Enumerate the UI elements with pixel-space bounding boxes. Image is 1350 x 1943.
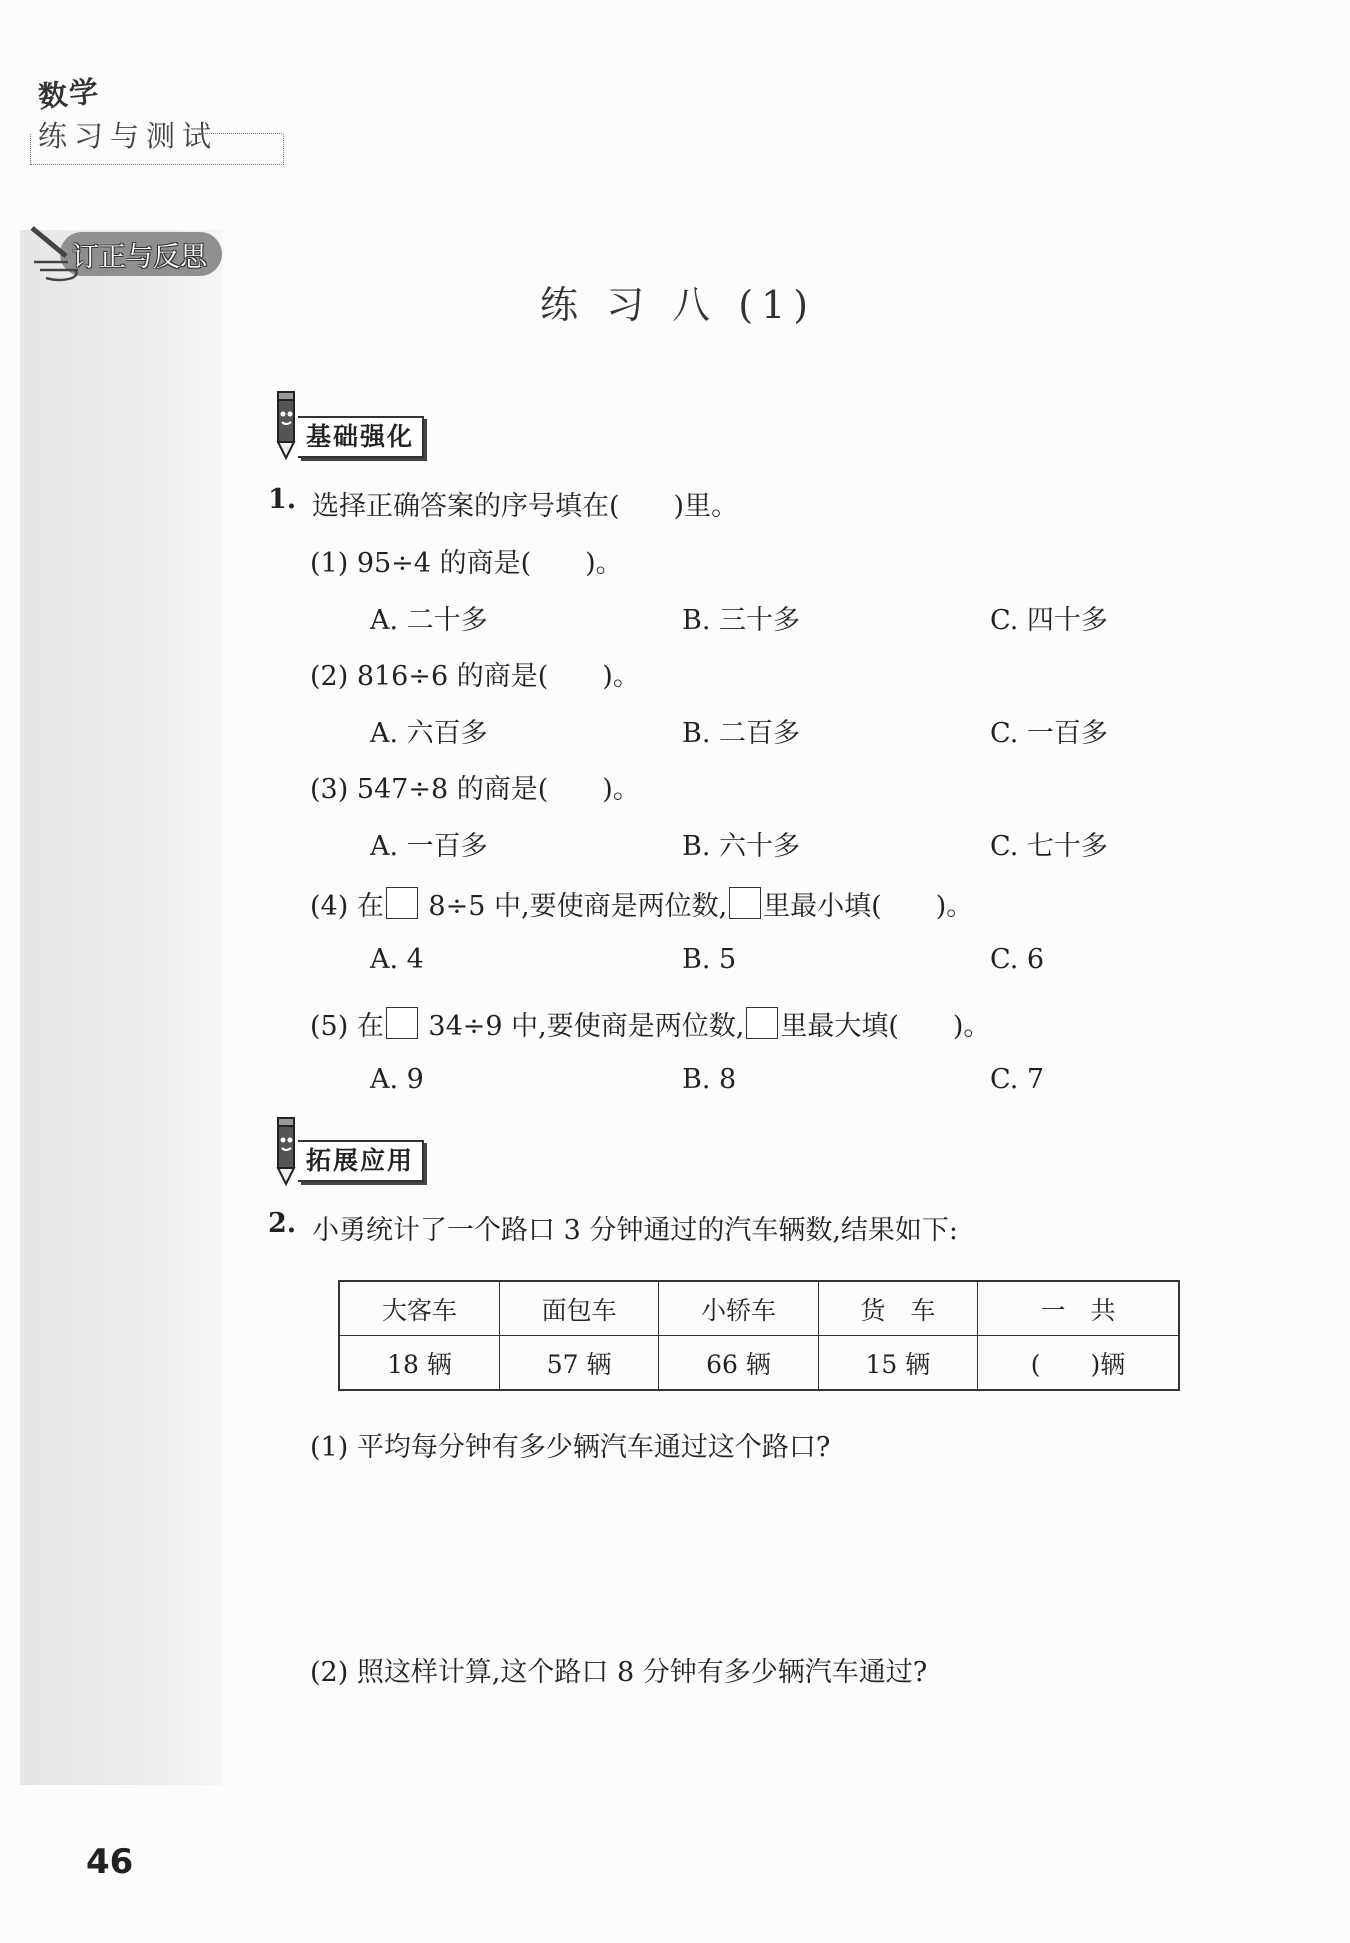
answer-area[interactable] xyxy=(310,1695,1180,1815)
pencil-icon xyxy=(268,1116,302,1188)
option-c: C. 一百多 xyxy=(990,718,1108,749)
blank-box[interactable] xyxy=(746,1007,778,1039)
option-c: C. 七十多 xyxy=(990,831,1108,862)
option-a: A. 4 xyxy=(370,944,424,975)
sub-question-2: (2) 照这样计算,这个路口 8 分钟有多少辆汽车通过? xyxy=(310,1657,928,1688)
book-title: 练习与测试 xyxy=(38,119,219,153)
sub-question-4-part-b: 8÷5 中,要使商是两位数, xyxy=(428,891,728,922)
sub-question-2: (2) 816÷6 的商是( )。 xyxy=(310,661,640,692)
answer-area[interactable] xyxy=(310,1470,1180,1640)
table-cell: 66 辆 xyxy=(659,1336,818,1391)
option-c: C. 7 xyxy=(990,1064,1045,1095)
table-header-cell: 货 车 xyxy=(818,1281,977,1336)
sub-question-5-part-c: 里最大填( )。 xyxy=(780,1011,991,1042)
section-label-extension: 拓展应用 xyxy=(298,1140,424,1182)
blank-box[interactable] xyxy=(386,1007,418,1039)
option-c: C. 四十多 xyxy=(990,605,1108,636)
table-header-cell: 一 共 xyxy=(978,1281,1179,1336)
page-number: 46 xyxy=(86,1842,134,1882)
header-dotted-line xyxy=(30,134,284,165)
pencil-icon xyxy=(268,390,302,462)
correction-label: 订正与反思 xyxy=(72,242,207,273)
option-a: A. 一百多 xyxy=(370,831,488,862)
question-number: 2. xyxy=(268,1208,297,1239)
option-a: A. 六百多 xyxy=(370,718,488,749)
blank-box[interactable] xyxy=(729,887,761,919)
sub-question-1: (1) 95÷4 的商是( )。 xyxy=(310,548,623,579)
table-header-cell: 大客车 xyxy=(339,1281,499,1336)
table-header-row xyxy=(339,1281,1179,1336)
header-dotted-top xyxy=(200,133,282,134)
option-c: C. 6 xyxy=(990,944,1045,975)
option-b: B. 二百多 xyxy=(682,718,801,749)
option-a: A. 9 xyxy=(370,1064,424,1095)
table-cell: 18 辆 xyxy=(339,1336,499,1391)
option-b: B. 六十多 xyxy=(682,831,801,862)
subject-title: 数学 xyxy=(36,73,102,115)
sub-question-4-part-c: 里最小填( )。 xyxy=(763,891,974,922)
table-header-cell: 面包车 xyxy=(499,1281,658,1336)
correction-sidebar xyxy=(20,230,223,1785)
table-cell-total[interactable]: ( )辆 xyxy=(978,1336,1179,1391)
table-row xyxy=(339,1336,1179,1391)
option-a: A. 二十多 xyxy=(370,605,488,636)
vehicle-count-table xyxy=(338,1280,1180,1391)
sub-question-5 xyxy=(310,1004,990,1043)
blank-box[interactable] xyxy=(386,887,418,919)
table-header-cell: 小轿车 xyxy=(659,1281,818,1336)
section-label-basic: 基础强化 xyxy=(298,416,424,458)
sub-question-4 xyxy=(310,884,973,923)
sub-question-4-part-a: (4) 在 xyxy=(310,891,384,922)
question-stem: 小勇统计了一个路口 3 分钟通过的汽车辆数,结果如下: xyxy=(312,1215,959,1246)
option-b: B. 三十多 xyxy=(682,605,801,636)
question-stem: 选择正确答案的序号填在( )里。 xyxy=(312,491,739,522)
option-b: B. 5 xyxy=(682,944,737,975)
question-number: 1. xyxy=(268,484,297,515)
page-title: 练 习 八 (1) xyxy=(540,283,817,327)
sub-question-5-part-a: (5) 在 xyxy=(310,1011,384,1042)
sub-question-1: (1) 平均每分钟有多少辆汽车通过这个路口? xyxy=(310,1432,831,1463)
sub-question-3: (3) 547÷8 的商是( )。 xyxy=(310,774,640,805)
table-cell: 57 辆 xyxy=(499,1336,658,1391)
table-cell: 15 辆 xyxy=(818,1336,977,1391)
sub-question-5-part-b: 34÷9 中,要使商是两位数, xyxy=(428,1011,745,1042)
option-b: B. 8 xyxy=(682,1064,737,1095)
